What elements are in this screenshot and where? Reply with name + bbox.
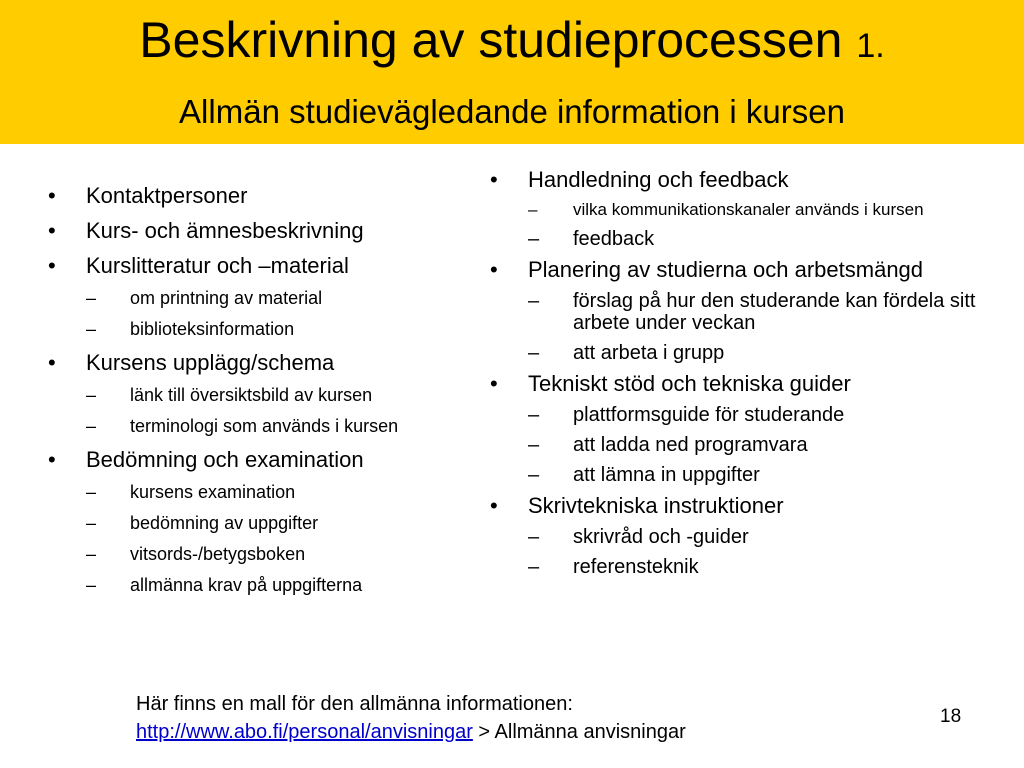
sub-bullet-item: – feedback [528,228,990,250]
footer-text: Här finns en mall för den allmänna informationen: [136,693,573,715]
title-text: Beskrivning av studieprocessen [139,12,843,68]
sub-bullet-item: – länk till översiktsbild av kursen [86,384,468,406]
sub-bullet-item: – biblioteksinformation [86,318,468,340]
bullet-label: Kursens upplägg/schema [86,350,335,375]
sub-bullet-item: – allmänna krav på uppgifterna [86,574,468,596]
sub-bullet-list [528,526,990,578]
bullet-label: Handledning och feedback [528,167,789,192]
sub-bullet-list [528,290,990,364]
title-number: 1. [856,27,885,65]
bullet-label: Tekniskt stöd och tekniska guider [528,371,851,396]
right-column [490,160,990,578]
sub-bullet-item: – referensteknik [528,556,990,578]
page-number: 18 [940,706,962,727]
sub-bullet-list [528,404,990,486]
sub-bullet-item: – plattformsguide för studerande [528,404,990,426]
slide-subtitle: Allmän studievägledande information i kursen [179,93,845,130]
footer-note [136,690,686,746]
sub-bullet-item: – terminologi som används i kursen [86,415,468,437]
bullet-label: Kurs- och ämnesbeskrivning [86,218,364,243]
bullet-item [490,167,990,250]
bullet-item [48,447,468,596]
bullet-label: Kontaktpersoner [86,183,248,208]
sub-bullet-list [86,384,468,437]
bullet-label: Planering av studierna och arbetsmängd [528,257,924,282]
sub-bullet-item: – kursens examination [86,481,468,503]
sub-bullet-item: – bedömning av uppgifter [86,512,468,534]
bullet-label: Skrivtekniska instruktioner [528,493,784,518]
bullet-label: Bedömning och examination [86,447,364,472]
bullet-item [490,257,990,364]
left-column [48,173,468,596]
title-banner [0,0,1024,148]
sub-bullet-item: – förslag på hur den studerande kan fördela sitt arbete under veckan [528,290,990,334]
bullet-item [48,183,468,208]
bullet-item [490,371,990,486]
left-bullet-list [48,183,468,596]
sub-bullet-list [86,481,468,596]
bullet-item [48,218,468,243]
anvisningar-link[interactable]: http://www.abo.fi/personal/anvisningar [136,721,473,743]
sub-bullet-item: – att ladda ned programvara [528,434,990,456]
bullet-item [48,350,468,437]
sub-bullet-list [86,287,468,340]
bullet-item [490,493,990,578]
link-suffix: > Allmänna anvisningar [472,721,686,743]
sub-bullet-list [528,200,990,250]
sub-bullet-item: – att lämna in uppgifter [528,464,990,486]
footer-link-line [136,718,686,746]
sub-bullet-item: – att arbeta i grupp [528,342,990,364]
sub-bullet-item: – om printning av material [86,287,468,309]
sub-bullet-item: – vilka kommunikationskanaler används i kursen [528,200,990,220]
slide-title [0,10,1024,76]
bullet-label: Kurslitteratur och –material [86,253,349,278]
sub-bullet-item: – vitsords-/betygsboken [86,543,468,565]
bullet-item [48,253,468,340]
sub-bullet-item: – skrivråd och -guider [528,526,990,548]
right-bullet-list [490,167,990,578]
